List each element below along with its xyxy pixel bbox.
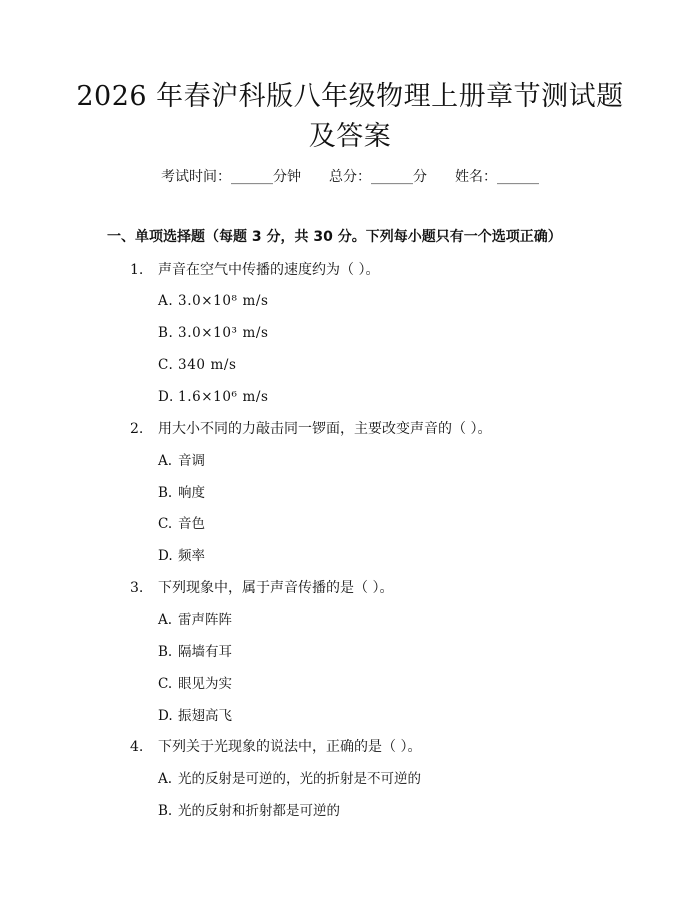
page-title-line-2: 及答案 [308, 121, 392, 152]
option-letter: C. [158, 676, 173, 692]
question-1 [130, 259, 379, 281]
question-text: 用大小不同的力敲击同一锣面，主要改变声音的（ ）。 [158, 421, 492, 437]
question-1-option-b [158, 322, 269, 344]
question-2-option-c [158, 513, 205, 535]
question-3-option-a [158, 609, 232, 631]
question-number: 4. [130, 739, 144, 755]
question-2-option-d [158, 545, 205, 567]
option-letter: A. [158, 771, 173, 787]
option-text: 光的反射是可逆的，光的折射是不可逆的 [178, 771, 421, 787]
question-1-option-d [158, 386, 269, 408]
option-text: 3.0×10³ m/s [178, 325, 269, 341]
option-letter: A. [158, 453, 173, 469]
question-2-option-a [158, 450, 205, 472]
question-3 [130, 577, 393, 599]
question-3-option-c [158, 673, 232, 695]
option-letter: D. [158, 548, 173, 564]
option-letter: B. [158, 803, 173, 819]
option-letter: C. [158, 516, 173, 532]
option-text: 眼见为实 [178, 676, 232, 692]
question-3-option-d [158, 705, 232, 727]
option-letter: D. [158, 708, 173, 724]
question-1-option-a [158, 290, 269, 312]
question-text: 下列现象中，属于声音传播的是（ ）。 [158, 580, 394, 596]
section-heading-single-choice: 一、单项选择题（每题 3 分，共 30 分。下列每小题只有一个选项正确） [107, 229, 562, 245]
option-text: 频率 [178, 548, 205, 564]
option-text: 隔墙有耳 [178, 644, 232, 660]
option-letter: B. [158, 485, 173, 501]
question-number: 1. [130, 262, 144, 278]
question-4-option-b [158, 800, 340, 822]
question-number: 2. [130, 421, 144, 437]
option-letter: B. [158, 644, 173, 660]
page-title-line-1: 2026 年春沪科版八年级物理上册章节测试题 [76, 81, 624, 112]
question-text: 声音在空气中传播的速度约为（ ）。 [158, 262, 380, 278]
option-text: 音色 [178, 516, 205, 532]
option-letter: C. [158, 357, 174, 373]
option-text: 雷声阵阵 [178, 612, 232, 628]
question-4-option-a [158, 768, 421, 790]
option-text: 响度 [178, 485, 205, 501]
option-letter: A. [158, 612, 173, 628]
option-text: 340 m/s [178, 357, 237, 373]
question-2 [130, 418, 491, 440]
option-letter: B. [158, 325, 174, 341]
option-text: 1.6×10⁶ m/s [178, 389, 269, 405]
question-text: 下列关于光现象的说法中，正确的是（ ）。 [158, 739, 422, 755]
option-letter: D. [158, 389, 174, 405]
option-text: 音调 [178, 453, 205, 469]
question-4 [130, 736, 421, 758]
option-text: 振翅高飞 [178, 708, 232, 724]
option-letter: A. [158, 293, 174, 309]
option-text: 光的反射和折射都是可逆的 [178, 803, 340, 819]
option-text: 3.0×10⁸ m/s [178, 293, 269, 309]
question-3-option-b [158, 641, 232, 663]
question-2-option-b [158, 482, 205, 504]
question-1-option-c [158, 354, 237, 376]
exam-info-line: 考试时间：______分钟 总分：______分 姓名：______ [161, 169, 539, 185]
question-number: 3. [130, 580, 144, 596]
